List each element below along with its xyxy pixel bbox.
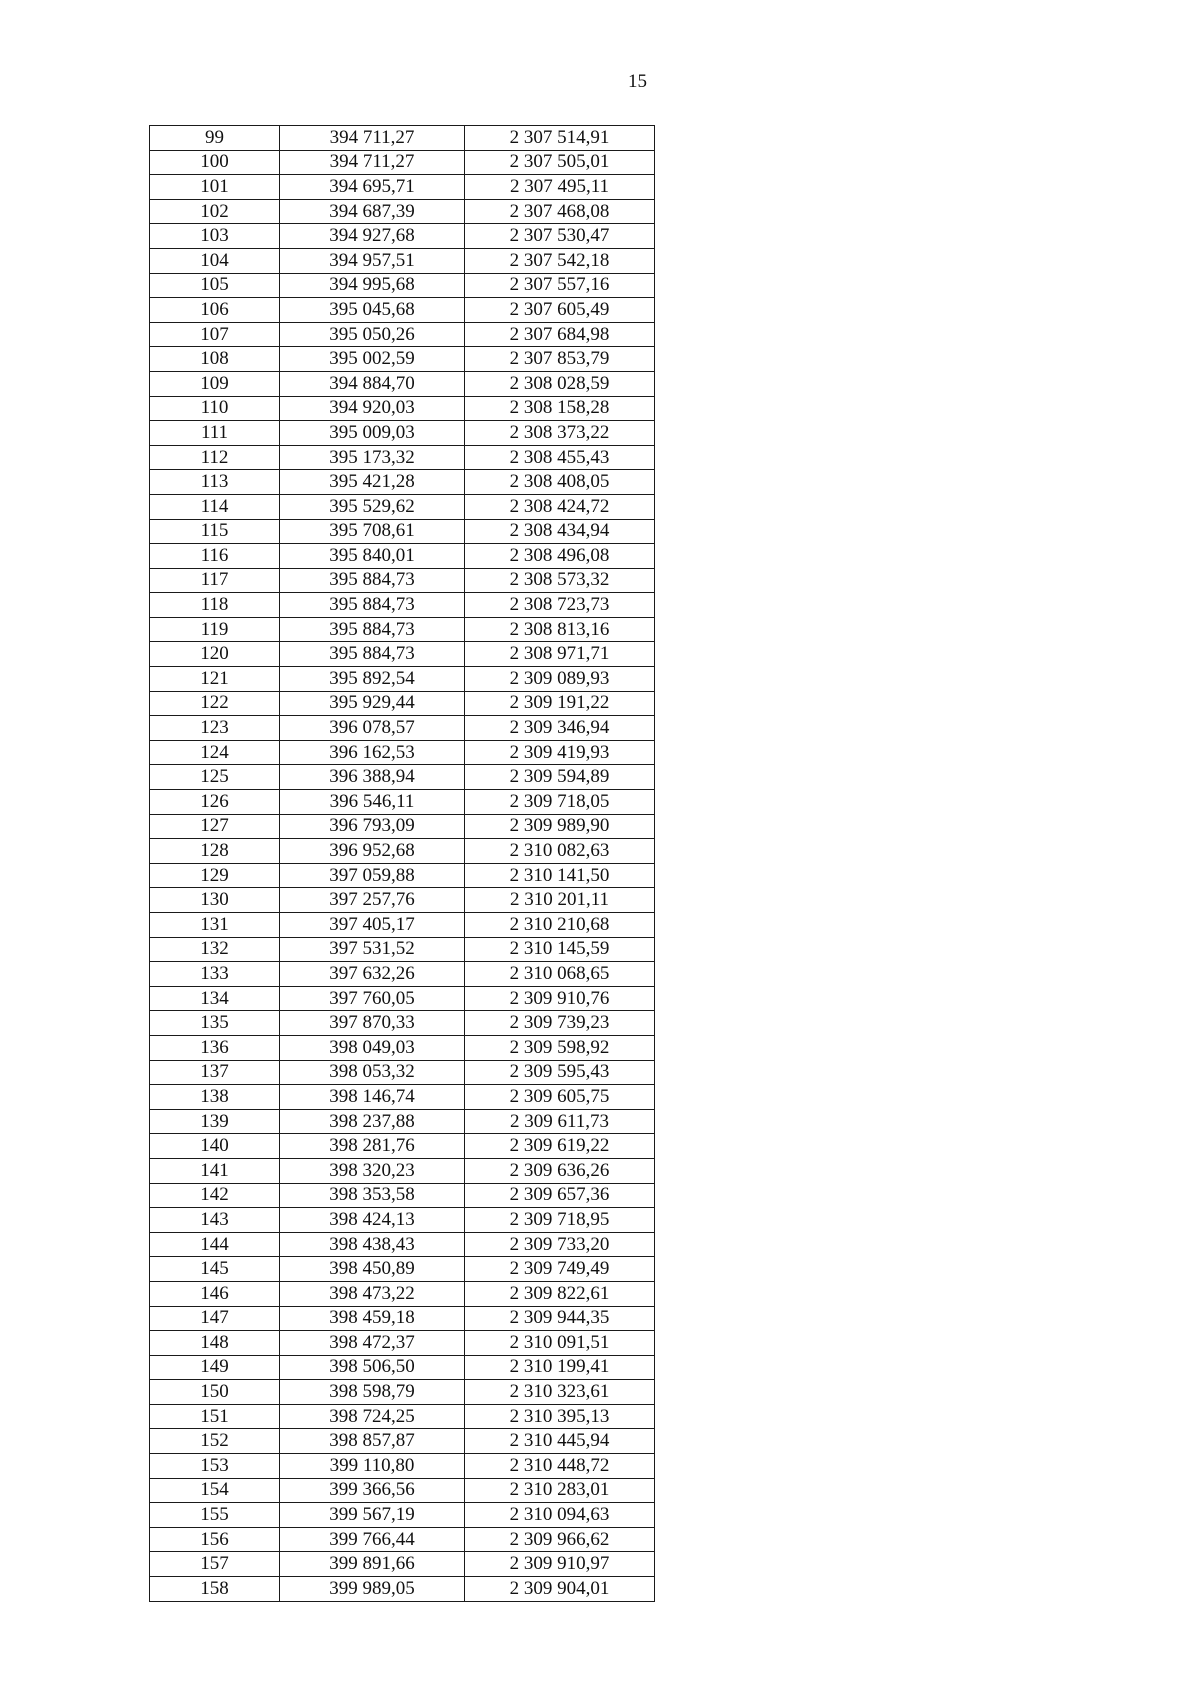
y-coordinate-cell: 2 307 853,79	[465, 347, 655, 372]
point-number-cell: 144	[150, 1232, 280, 1257]
table-row	[150, 544, 655, 569]
point-number-cell: 107	[150, 322, 280, 347]
y-coordinate-cell: 2 309 598,92	[465, 1035, 655, 1060]
point-number-cell: 141	[150, 1158, 280, 1183]
y-coordinate-cell: 2 309 966,62	[465, 1527, 655, 1552]
point-number-cell: 114	[150, 494, 280, 519]
table-row	[150, 1331, 655, 1356]
x-coordinate-cell: 398 049,03	[280, 1035, 465, 1060]
table-row	[150, 273, 655, 298]
y-coordinate-cell: 2 310 201,11	[465, 888, 655, 913]
x-coordinate-cell: 397 870,33	[280, 1011, 465, 1036]
table-row	[150, 126, 655, 151]
table-row	[150, 371, 655, 396]
y-coordinate-cell: 2 310 141,50	[465, 863, 655, 888]
table-row	[150, 150, 655, 175]
y-coordinate-cell: 2 307 468,08	[465, 199, 655, 224]
y-coordinate-cell: 2 310 395,13	[465, 1404, 655, 1429]
point-number-cell: 138	[150, 1085, 280, 1110]
table-row	[150, 494, 655, 519]
point-number-cell: 127	[150, 814, 280, 839]
x-coordinate-cell: 395 708,61	[280, 519, 465, 544]
point-number-cell: 126	[150, 790, 280, 815]
table-row	[150, 1404, 655, 1429]
y-coordinate-cell: 2 307 542,18	[465, 248, 655, 273]
point-number-cell: 136	[150, 1035, 280, 1060]
x-coordinate-cell: 398 724,25	[280, 1404, 465, 1429]
point-number-cell: 150	[150, 1380, 280, 1405]
x-coordinate-cell: 396 388,94	[280, 765, 465, 790]
table-row	[150, 667, 655, 692]
table-row	[150, 937, 655, 962]
x-coordinate-cell: 398 459,18	[280, 1306, 465, 1331]
y-coordinate-cell: 2 308 028,59	[465, 371, 655, 396]
x-coordinate-cell: 399 766,44	[280, 1527, 465, 1552]
table-row	[150, 839, 655, 864]
table-row	[150, 593, 655, 618]
point-number-cell: 152	[150, 1429, 280, 1454]
x-coordinate-cell: 398 472,37	[280, 1331, 465, 1356]
table-row	[150, 1158, 655, 1183]
y-coordinate-cell: 2 310 145,59	[465, 937, 655, 962]
table-row	[150, 1035, 655, 1060]
y-coordinate-cell: 2 310 068,65	[465, 962, 655, 987]
y-coordinate-cell: 2 309 636,26	[465, 1158, 655, 1183]
y-coordinate-cell: 2 309 910,76	[465, 986, 655, 1011]
table-row	[150, 1109, 655, 1134]
table-row	[150, 790, 655, 815]
x-coordinate-cell: 398 438,43	[280, 1232, 465, 1257]
y-coordinate-cell: 2 309 346,94	[465, 716, 655, 741]
x-coordinate-cell: 398 320,23	[280, 1158, 465, 1183]
y-coordinate-cell: 2 309 594,89	[465, 765, 655, 790]
table-row	[150, 888, 655, 913]
y-coordinate-cell: 2 310 082,63	[465, 839, 655, 864]
point-number-cell: 143	[150, 1208, 280, 1233]
point-number-cell: 147	[150, 1306, 280, 1331]
x-coordinate-cell: 394 920,03	[280, 396, 465, 421]
point-number-cell: 120	[150, 642, 280, 667]
point-number-cell: 146	[150, 1281, 280, 1306]
table-row	[150, 1454, 655, 1479]
x-coordinate-cell: 396 078,57	[280, 716, 465, 741]
x-coordinate-cell: 394 711,27	[280, 150, 465, 175]
x-coordinate-cell: 399 989,05	[280, 1577, 465, 1602]
point-number-cell: 153	[150, 1454, 280, 1479]
y-coordinate-cell: 2 310 283,01	[465, 1478, 655, 1503]
point-number-cell: 140	[150, 1134, 280, 1159]
table-row	[150, 1478, 655, 1503]
table-row	[150, 1306, 655, 1331]
x-coordinate-cell: 398 146,74	[280, 1085, 465, 1110]
y-coordinate-cell: 2 308 455,43	[465, 445, 655, 470]
x-coordinate-cell: 398 053,32	[280, 1060, 465, 1085]
point-number-cell: 112	[150, 445, 280, 470]
table-row	[150, 199, 655, 224]
table-row	[150, 1085, 655, 1110]
point-number-cell: 119	[150, 617, 280, 642]
point-number-cell: 129	[150, 863, 280, 888]
x-coordinate-cell: 395 884,73	[280, 642, 465, 667]
point-number-cell: 157	[150, 1552, 280, 1577]
point-number-cell: 105	[150, 273, 280, 298]
table-row	[150, 1232, 655, 1257]
table-row	[150, 396, 655, 421]
y-coordinate-cell: 2 310 210,68	[465, 913, 655, 938]
table-row	[150, 691, 655, 716]
y-coordinate-cell: 2 307 605,49	[465, 298, 655, 323]
y-coordinate-cell: 2 309 910,97	[465, 1552, 655, 1577]
point-number-cell: 108	[150, 347, 280, 372]
x-coordinate-cell: 398 281,76	[280, 1134, 465, 1159]
point-number-cell: 100	[150, 150, 280, 175]
y-coordinate-cell: 2 310 445,94	[465, 1429, 655, 1454]
x-coordinate-cell: 397 632,26	[280, 962, 465, 987]
y-coordinate-cell: 2 307 495,11	[465, 175, 655, 200]
y-coordinate-cell: 2 310 323,61	[465, 1380, 655, 1405]
x-coordinate-cell: 395 884,73	[280, 568, 465, 593]
point-number-cell: 145	[150, 1257, 280, 1282]
y-coordinate-cell: 2 308 408,05	[465, 470, 655, 495]
point-number-cell: 123	[150, 716, 280, 741]
point-number-cell: 137	[150, 1060, 280, 1085]
table-row	[150, 1281, 655, 1306]
y-coordinate-cell: 2 307 684,98	[465, 322, 655, 347]
table-row	[150, 347, 655, 372]
point-number-cell: 110	[150, 396, 280, 421]
page-number: 15	[628, 71, 647, 92]
y-coordinate-cell: 2 308 573,32	[465, 568, 655, 593]
table-row	[150, 617, 655, 642]
table-row	[150, 863, 655, 888]
point-number-cell: 101	[150, 175, 280, 200]
x-coordinate-cell: 399 891,66	[280, 1552, 465, 1577]
point-number-cell: 158	[150, 1577, 280, 1602]
y-coordinate-cell: 2 310 448,72	[465, 1454, 655, 1479]
table-row	[150, 1552, 655, 1577]
table-row	[150, 421, 655, 446]
x-coordinate-cell: 398 857,87	[280, 1429, 465, 1454]
point-number-cell: 104	[150, 248, 280, 273]
point-number-cell: 99	[150, 126, 280, 151]
y-coordinate-cell: 2 309 718,95	[465, 1208, 655, 1233]
table-row	[150, 298, 655, 323]
x-coordinate-cell: 394 957,51	[280, 248, 465, 273]
y-coordinate-cell: 2 308 424,72	[465, 494, 655, 519]
y-coordinate-cell: 2 309 944,35	[465, 1306, 655, 1331]
y-coordinate-cell: 2 309 619,22	[465, 1134, 655, 1159]
x-coordinate-cell: 396 952,68	[280, 839, 465, 864]
x-coordinate-cell: 399 366,56	[280, 1478, 465, 1503]
table-row	[150, 1577, 655, 1602]
coordinates-table	[149, 125, 655, 1602]
x-coordinate-cell: 394 995,68	[280, 273, 465, 298]
table-row	[150, 445, 655, 470]
table-row	[150, 765, 655, 790]
x-coordinate-cell: 398 424,13	[280, 1208, 465, 1233]
table-row	[150, 322, 655, 347]
y-coordinate-cell: 2 308 158,28	[465, 396, 655, 421]
x-coordinate-cell: 395 884,73	[280, 617, 465, 642]
y-coordinate-cell: 2 309 089,93	[465, 667, 655, 692]
table-row	[150, 1257, 655, 1282]
point-number-cell: 103	[150, 224, 280, 249]
table-row	[150, 175, 655, 200]
y-coordinate-cell: 2 309 822,61	[465, 1281, 655, 1306]
x-coordinate-cell: 397 531,52	[280, 937, 465, 962]
y-coordinate-cell: 2 309 611,73	[465, 1109, 655, 1134]
point-number-cell: 122	[150, 691, 280, 716]
point-number-cell: 117	[150, 568, 280, 593]
x-coordinate-cell: 397 257,76	[280, 888, 465, 913]
y-coordinate-cell: 2 308 971,71	[465, 642, 655, 667]
table-row	[150, 1011, 655, 1036]
point-number-cell: 156	[150, 1527, 280, 1552]
point-number-cell: 134	[150, 986, 280, 1011]
coordinates-table-body	[150, 126, 655, 1602]
table-row	[150, 248, 655, 273]
table-row	[150, 519, 655, 544]
table-row	[150, 716, 655, 741]
point-number-cell: 111	[150, 421, 280, 446]
x-coordinate-cell: 394 687,39	[280, 199, 465, 224]
point-number-cell: 133	[150, 962, 280, 987]
y-coordinate-cell: 2 307 530,47	[465, 224, 655, 249]
point-number-cell: 132	[150, 937, 280, 962]
table-row	[150, 986, 655, 1011]
point-number-cell: 155	[150, 1503, 280, 1528]
x-coordinate-cell: 395 421,28	[280, 470, 465, 495]
y-coordinate-cell: 2 307 557,16	[465, 273, 655, 298]
table-row	[150, 814, 655, 839]
x-coordinate-cell: 394 884,70	[280, 371, 465, 396]
point-number-cell: 130	[150, 888, 280, 913]
table-row	[150, 1183, 655, 1208]
y-coordinate-cell: 2 308 496,08	[465, 544, 655, 569]
x-coordinate-cell: 395 173,32	[280, 445, 465, 470]
y-coordinate-cell: 2 309 718,05	[465, 790, 655, 815]
x-coordinate-cell: 396 162,53	[280, 740, 465, 765]
point-number-cell: 131	[150, 913, 280, 938]
table-row	[150, 1429, 655, 1454]
table-row	[150, 1134, 655, 1159]
point-number-cell: 149	[150, 1355, 280, 1380]
table-row	[150, 1503, 655, 1528]
y-coordinate-cell: 2 309 595,43	[465, 1060, 655, 1085]
x-coordinate-cell: 398 598,79	[280, 1380, 465, 1405]
x-coordinate-cell: 398 473,22	[280, 1281, 465, 1306]
x-coordinate-cell: 395 002,59	[280, 347, 465, 372]
x-coordinate-cell: 398 450,89	[280, 1257, 465, 1282]
x-coordinate-cell: 395 892,54	[280, 667, 465, 692]
x-coordinate-cell: 395 884,73	[280, 593, 465, 618]
x-coordinate-cell: 398 353,58	[280, 1183, 465, 1208]
table-row	[150, 740, 655, 765]
y-coordinate-cell: 2 309 989,90	[465, 814, 655, 839]
table-row	[150, 568, 655, 593]
x-coordinate-cell: 396 793,09	[280, 814, 465, 839]
x-coordinate-cell: 395 840,01	[280, 544, 465, 569]
y-coordinate-cell: 2 308 373,22	[465, 421, 655, 446]
table-row	[150, 913, 655, 938]
point-number-cell: 148	[150, 1331, 280, 1356]
x-coordinate-cell: 398 237,88	[280, 1109, 465, 1134]
point-number-cell: 142	[150, 1183, 280, 1208]
y-coordinate-cell: 2 309 749,49	[465, 1257, 655, 1282]
y-coordinate-cell: 2 309 605,75	[465, 1085, 655, 1110]
table-row	[150, 224, 655, 249]
x-coordinate-cell: 395 009,03	[280, 421, 465, 446]
point-number-cell: 121	[150, 667, 280, 692]
x-coordinate-cell: 398 506,50	[280, 1355, 465, 1380]
point-number-cell: 128	[150, 839, 280, 864]
point-number-cell: 135	[150, 1011, 280, 1036]
x-coordinate-cell: 397 059,88	[280, 863, 465, 888]
x-coordinate-cell: 397 760,05	[280, 986, 465, 1011]
point-number-cell: 139	[150, 1109, 280, 1134]
x-coordinate-cell: 395 929,44	[280, 691, 465, 716]
x-coordinate-cell: 394 927,68	[280, 224, 465, 249]
table-row	[150, 470, 655, 495]
table-row	[150, 642, 655, 667]
y-coordinate-cell: 2 310 094,63	[465, 1503, 655, 1528]
y-coordinate-cell: 2 307 514,91	[465, 126, 655, 151]
point-number-cell: 113	[150, 470, 280, 495]
y-coordinate-cell: 2 310 199,41	[465, 1355, 655, 1380]
y-coordinate-cell: 2 309 191,22	[465, 691, 655, 716]
point-number-cell: 102	[150, 199, 280, 224]
point-number-cell: 116	[150, 544, 280, 569]
table-row	[150, 962, 655, 987]
table-row	[150, 1208, 655, 1233]
x-coordinate-cell: 399 110,80	[280, 1454, 465, 1479]
y-coordinate-cell: 2 309 739,23	[465, 1011, 655, 1036]
point-number-cell: 109	[150, 371, 280, 396]
x-coordinate-cell: 399 567,19	[280, 1503, 465, 1528]
table-row	[150, 1380, 655, 1405]
x-coordinate-cell: 394 711,27	[280, 126, 465, 151]
table-row	[150, 1527, 655, 1552]
table-row	[150, 1060, 655, 1085]
point-number-cell: 154	[150, 1478, 280, 1503]
y-coordinate-cell: 2 308 434,94	[465, 519, 655, 544]
point-number-cell: 106	[150, 298, 280, 323]
y-coordinate-cell: 2 308 723,73	[465, 593, 655, 618]
x-coordinate-cell: 394 695,71	[280, 175, 465, 200]
point-number-cell: 124	[150, 740, 280, 765]
y-coordinate-cell: 2 309 657,36	[465, 1183, 655, 1208]
y-coordinate-cell: 2 309 904,01	[465, 1577, 655, 1602]
point-number-cell: 151	[150, 1404, 280, 1429]
point-number-cell: 118	[150, 593, 280, 618]
x-coordinate-cell: 395 045,68	[280, 298, 465, 323]
table-row	[150, 1355, 655, 1380]
y-coordinate-cell: 2 309 733,20	[465, 1232, 655, 1257]
x-coordinate-cell: 397 405,17	[280, 913, 465, 938]
x-coordinate-cell: 396 546,11	[280, 790, 465, 815]
point-number-cell: 125	[150, 765, 280, 790]
x-coordinate-cell: 395 050,26	[280, 322, 465, 347]
y-coordinate-cell: 2 309 419,93	[465, 740, 655, 765]
point-number-cell: 115	[150, 519, 280, 544]
x-coordinate-cell: 395 529,62	[280, 494, 465, 519]
y-coordinate-cell: 2 310 091,51	[465, 1331, 655, 1356]
y-coordinate-cell: 2 308 813,16	[465, 617, 655, 642]
y-coordinate-cell: 2 307 505,01	[465, 150, 655, 175]
